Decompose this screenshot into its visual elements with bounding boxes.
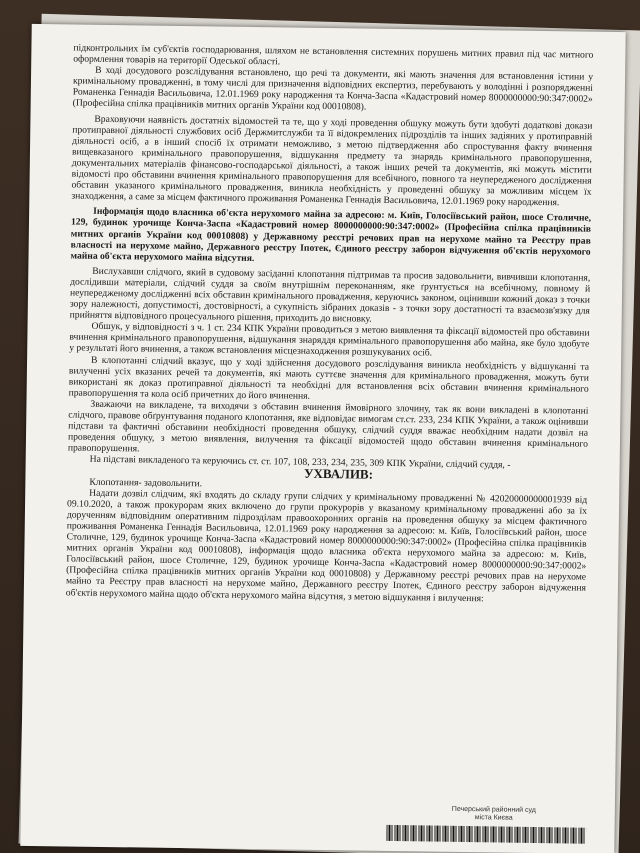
document-body: [66, 42, 594, 605]
stamp-line-1: Печерський районний суд: [451, 805, 536, 815]
barcode: [386, 825, 586, 844]
document-page: [20, 24, 625, 853]
court-stamp: [439, 806, 549, 824]
paragraph-investigation: В ході досудового розслідування встановлено, що речі та документи, які мають значення для встановлення істини у кримінальному провадженні, в тому числі для призначення відповідних експертиз, перебувають у володінні і розпорядженні Романенка Геннадія Васильовича, 12.01.1969 року народження та Конча-Заспа «Кадастровий номер 8000000000:90:347:0002» (Професійна спілка працівників митних органів України код 00010808).: [72, 64, 594, 114]
paragraph-hearing: Вислухавши слідчого, який в судовому засіданні клопотання підтримав та просив задовольнити, вивчивши клопотання, дослідивши матеріали, слідчий суддя за своїм внутрішнім переконанням, яке ґрунтується на всебічному, повному й неупередженому дослідженні всіх обставин кримінального провадження, керуючись законом, оцінивши кожний доказ з точки зору належності, допустимості, достовірності, а сукупність зібраних доказів - з точки зору достатності та взаємозв'язку для прийняття відповідного процесуального рішення, приходить до висновку.: [69, 265, 591, 325]
paragraph-grounds: Враховуючи наявність достатніх відомостей та те, що у ході проведення обшуку можуть бути здобуті додаткові докази протиправної діяльності службових осіб Держмитслужби та її відокремлених підрозділів та інших задіяних у протиправній діяльності осіб, а в інший спосіб їх отримати неможливо, з метою підтвердження або спростування факту вчинення вищевказаного кримінального правопорушення, відшукання предмету та знарядь кримінального правопорушення, документальних матеріалів фінансово-господарської діяльності, а також інших речей та документів, які можуть містити відомості про обставини вчинення кримінального правопорушення для всебічного, повного та неупередженого дослідження обставин указаного кримінального провадження, виникла необхідність у проведенні обшуку за можливим місцем їх знаходження, а саме за місцем фактичного проживання Романенка Геннадія Васильовича, 12.01.1969 року народження.: [71, 113, 593, 209]
paragraph-motion: В клопотанні слідчий вказує, що у ході здійснення досудового розслідування виникла необхідність у відшуканні та вилученні усіх вказаних речей та документів, які мають суттєве значення для кримінального провадження, можуть бути використані як доказ протиправної діяльності та необхідні для встановлення всіх обставин вчинення кримінального правопорушення та кола осіб причетних до його вчинення.: [68, 354, 590, 402]
paragraph-legal-basis: На підставі викладеного та керуючись ст. ст. 107, 108, 233, 234, 235, 309 КПК України, слідчий суддя, -: [89, 454, 511, 471]
paragraph-granted: Клопотання- задовольнити.: [89, 476, 203, 489]
stamp-line-2: міста Києва: [474, 814, 513, 822]
paragraph-owner-info: Інформація щодо власника об'єкта нерухомого майна за адресою: м. Київ, Голосіївський район, шосе Столичне, 129, будинок урочище Конча-Заспа «Кадастровий номер 8000000000:90:347:0002» (Професійна спілка працівників митних органів України код 00010808) у Державному реєстрі речових прав на нерухоме майно та Реєстру прав власності на нерухоме майно, Державного реєстру Іпотек, Єдиного реєстру заборон відчуження об'єктів нерухомого майна об'єкта нерухомого майна відсутня.: [70, 206, 592, 264]
paragraph-search-purpose: Обшук, у відповідності з ч. 1 ст. 234 КПК України проводиться з метою виявлення та фіксації відомостей про обставини вчинення кримінального правопорушення, відшукання знаряддя кримінального правопорушення або майна, яке було здобуте у результаті його вчинення, а також встановлення місцезнаходження розшукуваних осіб.: [69, 321, 590, 359]
paragraph-conclusion: Зважаючи на викладене, та виходячи з обставин вчинення ймовірного злочину, так як вони викладені в клопотанні слідчого, правове обґрунтування поданого клопотання, яке відповідає вимогам ст.ст. 233, 234 КПК України, а також оцінивши підстави та фактичні обставини необхідності проведення обшуку, слідчий суддя вважає необхідним надати дозвіл на проведення обшуку, з метою виявлення, вилучення та фіксації відомостей щодо обставин вчинення кримінального правопорушення.: [67, 398, 589, 455]
ruling-heading: УХВАЛИВ:: [303, 466, 374, 483]
paragraph-intro: підконтрольних їм суб'єктів господарювання, шляхом не встановлення системних порушень митних правил під час митного оформлення товарів на території Одеської області.: [73, 42, 594, 68]
paragraph-permission: Надати дозвіл слідчим, які входять до складу групи слідчих у кримінальному провадженні № 42020000000001939 від 09.10.2020, а також прокурорам яких включено до групи прокурорів у вказаному кримінальному провадженні або за їх дорученням відповідним оперативним підрозділам правоохоронних органів на проведення обшуку за місцем фактичного проживання Романенка Геннадія Васильовича, 12.01.1969 року народження за адресою: м. Київ, Голосіївський район, шосе Столичне, 129, будинок урочище Конча-Заспа «Кадастровий номер 8000000000:90:347:0002» (Професійна спілка працівників митних органів України код 00010808), інформація щодо власника об'єкта нерухомого майна за адресою: м. Київ, Голосіївський район, шосе Столичне, 129, будинок урочище Конча-Заспа «Кадастровий номер 8000000000:90:347:0002» (Професійна спілка працівників митних органів України код 00010808) у Державному реєстрі речових прав на нерухоме майно та Реєстру прав власності на нерухоме майно, Державного реєстру Іпотек, Єдиного реєстру заборон відчуження об'єктів нерухомого майна щодо об'єкта нерухомого майна відсутня, з метою відшукання і вилучення:: [65, 487, 588, 604]
